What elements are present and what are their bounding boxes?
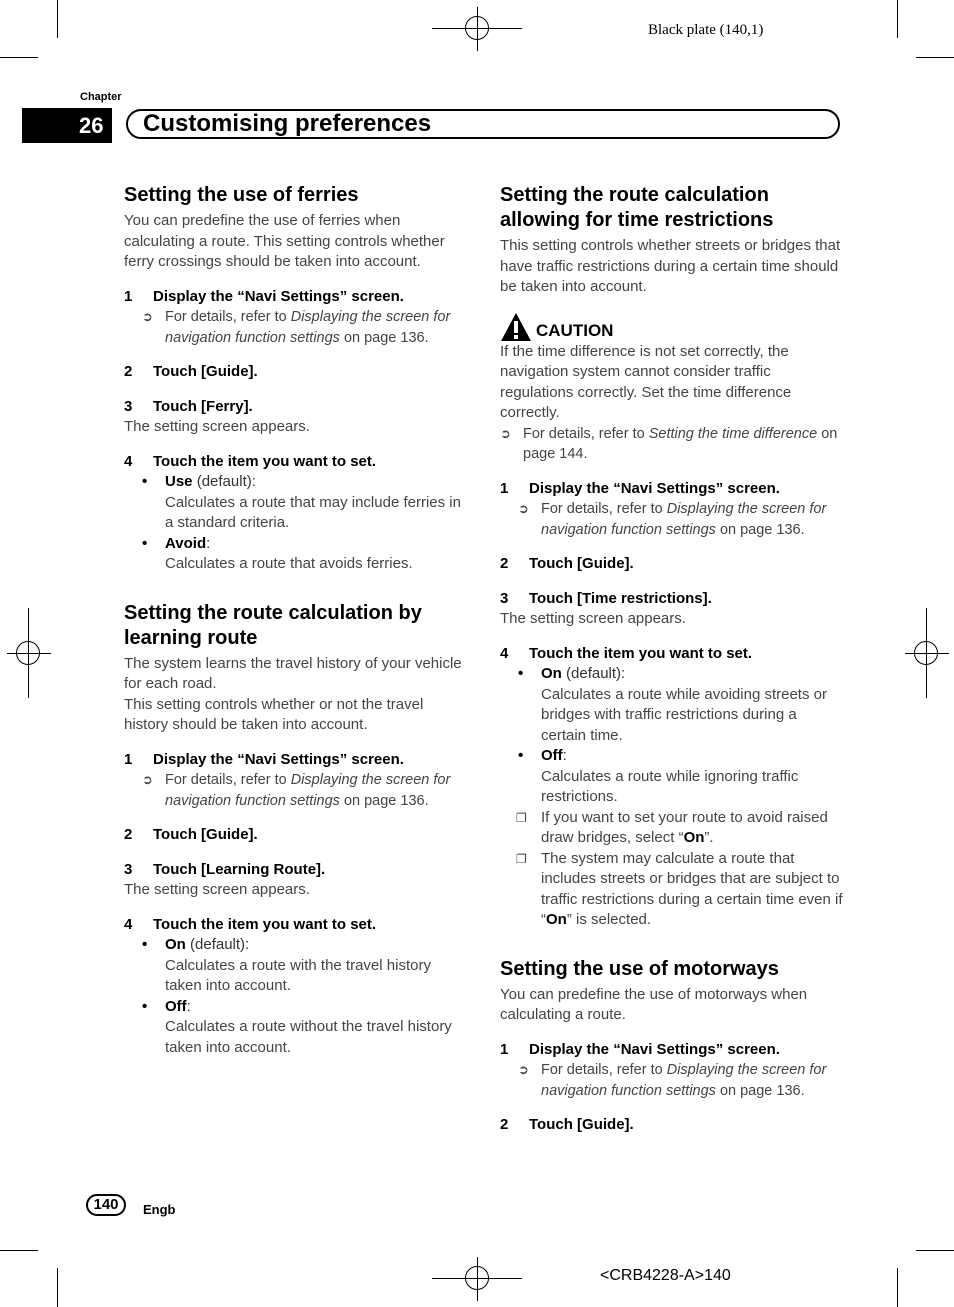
bullet-icon: • — [518, 747, 524, 764]
chapter-number: 26 — [22, 108, 112, 143]
arrow-right-icon: ➲ — [142, 772, 153, 787]
language-code: Engb — [143, 1202, 176, 1217]
step-result: The setting screen appears. — [500, 610, 686, 627]
section-intro: You can predefine the use of motorways when calculating a route. — [500, 985, 808, 1023]
bullet-icon: • — [142, 473, 148, 490]
step-result: The setting screen appears. — [124, 418, 310, 435]
registration-mark — [465, 1266, 489, 1290]
step-result: The setting screen appears. — [124, 881, 310, 898]
option-item: • On (default): — [500, 664, 845, 685]
crop-mark — [897, 0, 898, 38]
step: 2 Touch [Guide]. — [124, 826, 258, 843]
section-intro: The system learns the travel history of your vehicle for each road. — [124, 654, 462, 692]
arrow-right-icon: ➲ — [518, 1062, 529, 1077]
note-item: ❐ The system may calculate a route that includes streets or bridges that are subject to traffic restrictions during a certain time even if “On” is selected. — [500, 849, 845, 931]
bullet-icon: • — [142, 936, 148, 953]
section-heading: Setting the use of ferries — [124, 184, 359, 206]
left-column — [124, 183, 469, 1058]
step: 4 Touch the item you want to set. — [124, 452, 377, 470]
document-code: <CRB4228-A>140 — [600, 1267, 731, 1284]
crop-mark — [0, 1250, 38, 1251]
section-learning-route — [124, 601, 469, 1059]
cross-reference: ➲ For details, refer to Displaying the screen for navigation function settings on page 136. — [124, 307, 469, 348]
arrow-right-icon: ➲ — [500, 425, 511, 441]
crop-mark — [57, 1268, 58, 1307]
step: 1 Display the “Navi Settings” screen. — [124, 750, 404, 768]
checkbox-icon: ❐ — [516, 810, 527, 825]
step: 3 Touch [Time restrictions]. — [500, 589, 712, 607]
note-item: ❐ If you want to set your route to avoid raised draw bridges, select “On”. — [500, 808, 845, 849]
registration-mark — [914, 641, 938, 665]
crop-mark — [0, 57, 38, 58]
option-description: Calculates a route while avoiding streets or bridges with traffic restrictions during a certain time. — [541, 685, 827, 744]
page-number: 140 — [86, 1194, 126, 1216]
chapter-title: Customising preferences — [143, 110, 432, 137]
step: 1 Display the “Navi Settings” screen. — [500, 479, 780, 497]
cross-reference: ➲ For details, refer to Setting the time difference on page 144. — [500, 424, 845, 465]
option-description: Calculates a route without the travel history taken into account. — [165, 1018, 452, 1056]
section-heading: Setting the route calculation allowing for time restrictions — [500, 184, 774, 231]
bullet-icon: • — [518, 665, 524, 682]
section-ferries — [124, 183, 469, 575]
section-heading: Setting the use of motorways — [500, 957, 779, 980]
step: 3 Touch [Ferry]. — [124, 397, 253, 415]
option-item: • Off: — [124, 997, 469, 1018]
option-description: Calculates a route with the travel history taken into account. — [165, 956, 431, 994]
step: 2 Touch [Guide]. — [500, 555, 634, 572]
option-description: Calculates a route that may include ferries in a standard criteria. — [165, 493, 461, 531]
step: 4 Touch the item you want to set. — [500, 644, 753, 662]
crop-mark — [57, 0, 58, 38]
arrow-right-icon: ➲ — [518, 501, 529, 516]
plate-label: Black plate (140,1) — [648, 22, 764, 38]
option-item: • Avoid: — [124, 534, 469, 555]
section-heading: Setting the route calculation by learning route — [124, 601, 422, 649]
section-motorways — [500, 957, 845, 1136]
section-intro: You can predefine the use of ferries when calculating a route. This setting controls whether ferry crossings should be taken into account. — [124, 212, 445, 270]
caution-heading: CAUTION — [500, 312, 845, 342]
bullet-icon: • — [142, 997, 148, 1015]
checkbox-icon: ❐ — [516, 851, 527, 866]
step: 2 Touch [Guide]. — [124, 363, 258, 380]
section-intro: This setting controls whether streets or bridges that have traffic restrictions during a certain time should be taken into account. — [500, 237, 841, 295]
caution-text: If the time difference is not set correctly, the navigation system cannot consider traffic regulations correctly. Set the time difference correctly. — [500, 342, 792, 421]
crop-mark — [916, 57, 954, 58]
option-description: Calculates a route while ignoring traffic restrictions. — [541, 767, 799, 805]
step: 3 Touch [Learning Route]. — [124, 860, 326, 878]
registration-mark — [465, 16, 489, 40]
section-intro: This setting controls whether or not the travel history should be taken into account. — [124, 695, 424, 733]
step: 4 Touch the item you want to set. — [124, 915, 377, 933]
right-column — [500, 183, 845, 1136]
crop-mark — [897, 1268, 898, 1307]
cross-reference: ➲ For details, refer to Displaying the screen for navigation function settings on page 136. — [500, 499, 845, 540]
crop-mark — [916, 1250, 954, 1251]
option-item: • Use (default): — [124, 472, 469, 493]
step: 1 Display the “Navi Settings” screen. — [124, 287, 404, 305]
warning-icon — [500, 312, 532, 342]
option-description: Calculates a route that avoids ferries. — [165, 555, 413, 572]
arrow-right-icon: ➲ — [142, 309, 153, 324]
cross-reference: ➲ For details, refer to Displaying the screen for navigation function settings on page 136. — [500, 1060, 845, 1101]
option-item: • Off: — [500, 746, 845, 767]
chapter-label: Chapter — [80, 91, 122, 103]
cross-reference: ➲ For details, refer to Displaying the screen for navigation function settings on page 136. — [124, 770, 469, 811]
section-time-restrictions — [500, 183, 845, 931]
registration-mark — [16, 641, 40, 665]
step: 2 Touch [Guide]. — [500, 1116, 634, 1133]
option-item: • On (default): — [124, 935, 469, 956]
step: 1 Display the “Navi Settings” screen. — [500, 1040, 780, 1058]
bullet-icon: • — [142, 534, 148, 552]
